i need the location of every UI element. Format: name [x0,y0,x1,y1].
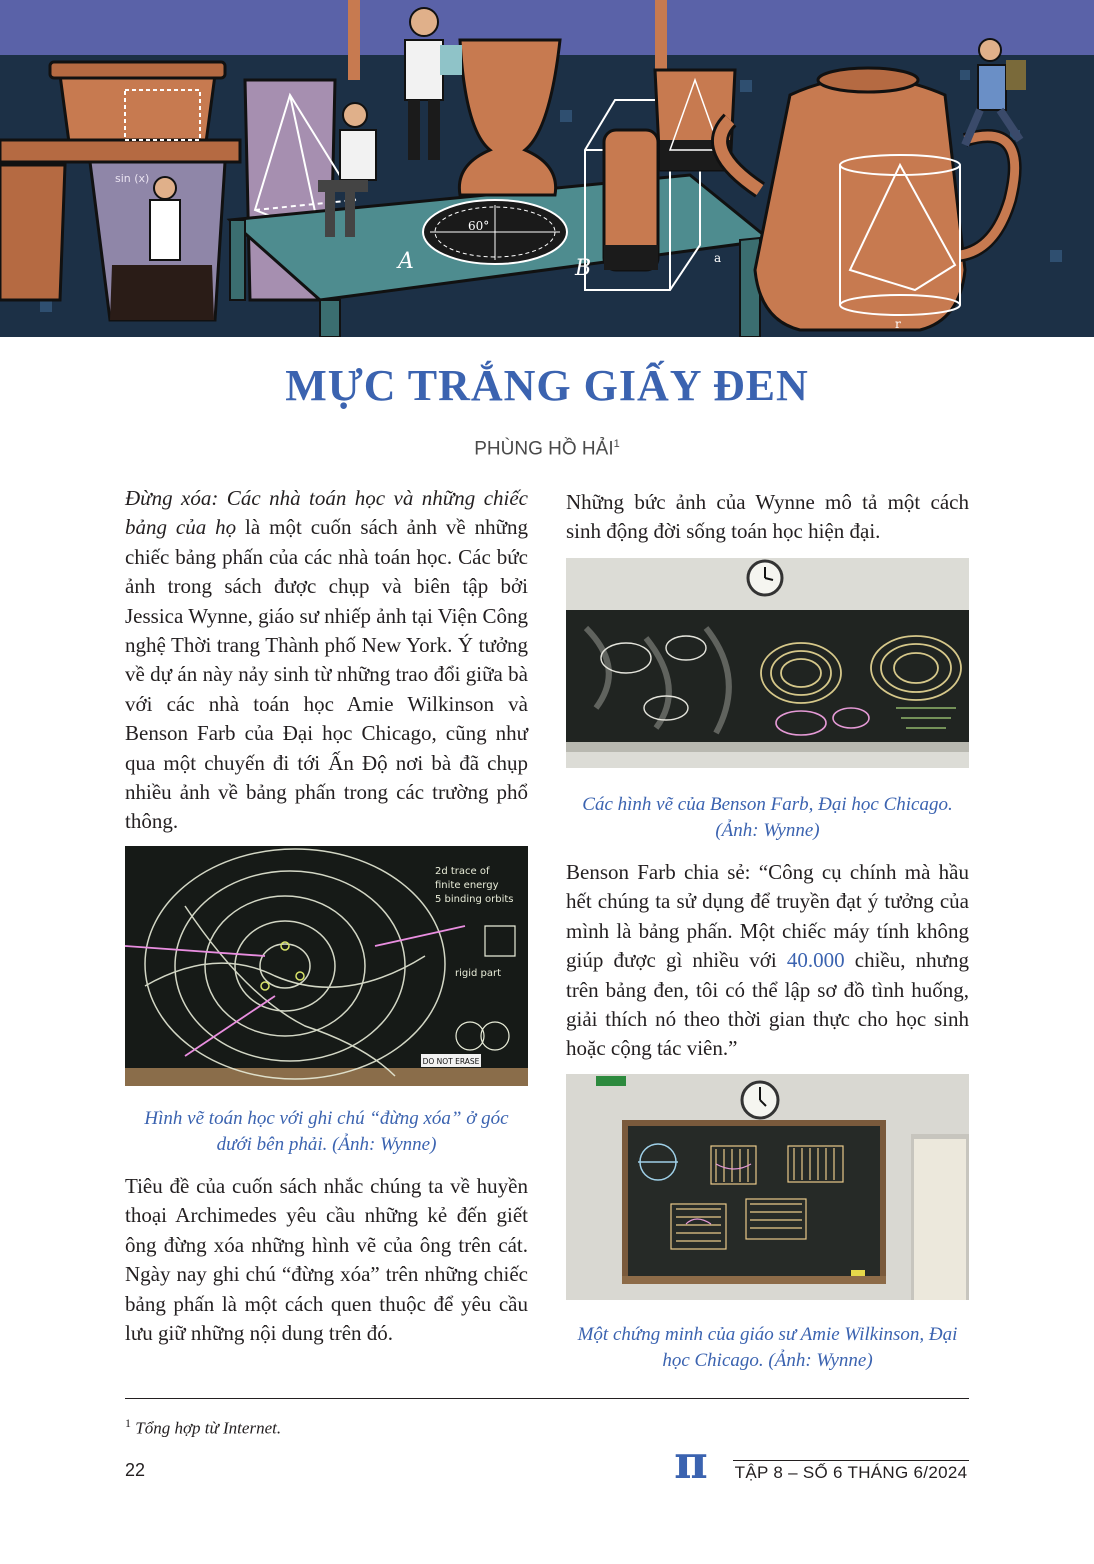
board-note-4: rigid part [455,968,502,979]
point-b-label: B [575,256,592,281]
article-title: MỰC TRẮNG GIẤY ĐEN [285,361,809,410]
do-not-erase-sign: DO NOT ERASE [422,1057,480,1066]
right-paragraph-1-text: Những bức ảnh của Wynne mô tả một cách sinh động đời sống toán học hiện đại. [566,490,969,544]
header-illustration [0,0,1094,337]
board-note-2: finite energy [435,880,499,891]
pi-logo-symbol: π [674,1438,708,1486]
footnote [125,1416,281,1439]
footnote-divider [125,1398,969,1399]
issue-label: TẬP 8 – SỐ 6 THÁNG 6/2024 [733,1460,969,1483]
dimension-number: 40.000 [786,948,845,973]
board-note-3: 5 binding orbits [435,894,514,905]
pi-logo-icon [668,1438,714,1486]
board-note-1: 2d trace of [435,866,490,877]
left-paragraph-2-text: Tiêu đề của cuốn sách nhắc chúng ta về huyền thoại Archimedes yêu cầu những kẻ đến giết ông đừng xóa những hình vẽ của ông trên cát. Ngày nay ghi chú “đừng xóa” trên những chiếc bảng phấn là một cách quen thuộc để yêu cầu lưu giữ những nội dung trên đó. [125,1174,528,1346]
caption-photo-1: Hình vẽ toán học với ghi chú “đừng xóa” ở góc dưới bên phải. (Ảnh: Wynne) [144,1108,509,1155]
quote-text-end: chiều, nhưng trên bảng đen, tôi có thể lập sơ đồ tình huống, giải thích nó theo thời gian thực cho học sinh hoặc cộng tác viên.” [566,948,970,1061]
side-a-label: a [714,251,722,265]
caption-photo-2: Các hình vẽ của Benson Farb, Đại học Chicago. (Ảnh: Wynne) [582,794,953,841]
footnote-text: Tổng hợp từ Internet. [135,1418,282,1438]
left-paragraph-2 [125,1172,528,1348]
left-paragraph-1-text: là một cuốn sách ảnh về những chiếc bảng phấn của các nhà toán học. Các bức ảnh trong sách được chụp và biên tập bởi Jessica Wynne, giáo sư nhiếp ảnh tại Viện Công nghệ Thời trang Thành phố New York. Ý tưởng về dự án này nảy sinh từ những trao đổi giữa bà với các nhà toán học Amie Wilkinson và Benson Farb của Đại học Chicago, cũng như qua một chuyến đi tới Ấn Độ nơi bà đã chụp nhiều ảnh về bảng phấn trong các trường phổ thông. [125,515,528,834]
photo-amie-wilkinson-board [566,1074,969,1300]
book-title: Đừng xóa: Các nhà toán học và những chiếc bảng của họ [125,486,528,540]
footnote-mark: 1 [125,1416,131,1430]
figure-left-man [150,177,180,260]
author-footnote-mark: 1 [613,438,620,450]
sin-label: sin (x) [115,172,150,185]
right-paragraph-1 [566,488,969,547]
photo-benson-farb-board [566,558,969,768]
caption-photo-3: Một chứng minh của giáo sư Amie Wilkinson, Đại học Chicago. (Ảnh: Wynne) [577,1324,958,1371]
photo-chalkboard-dynamics [125,846,528,1086]
page-number: 22 [125,1460,146,1480]
right-paragraph-2 [566,858,969,1064]
quote-text-start: Benson Farb chia sẻ: “Công cụ chính mà hầu hết chúng ta sử dụng để truyền đạt ý tưởng của mình là bảng phấn. Một chiếc máy tính không giúp được gì nhiều với [566,860,969,973]
article-author [0,438,1094,460]
radius-label: r [895,317,901,331]
point-a-label: A [398,249,414,274]
author-name: PHÙNG HỒ HẢI [474,438,614,460]
angle-label: 60° [468,219,490,233]
left-paragraph-1 [125,484,528,837]
